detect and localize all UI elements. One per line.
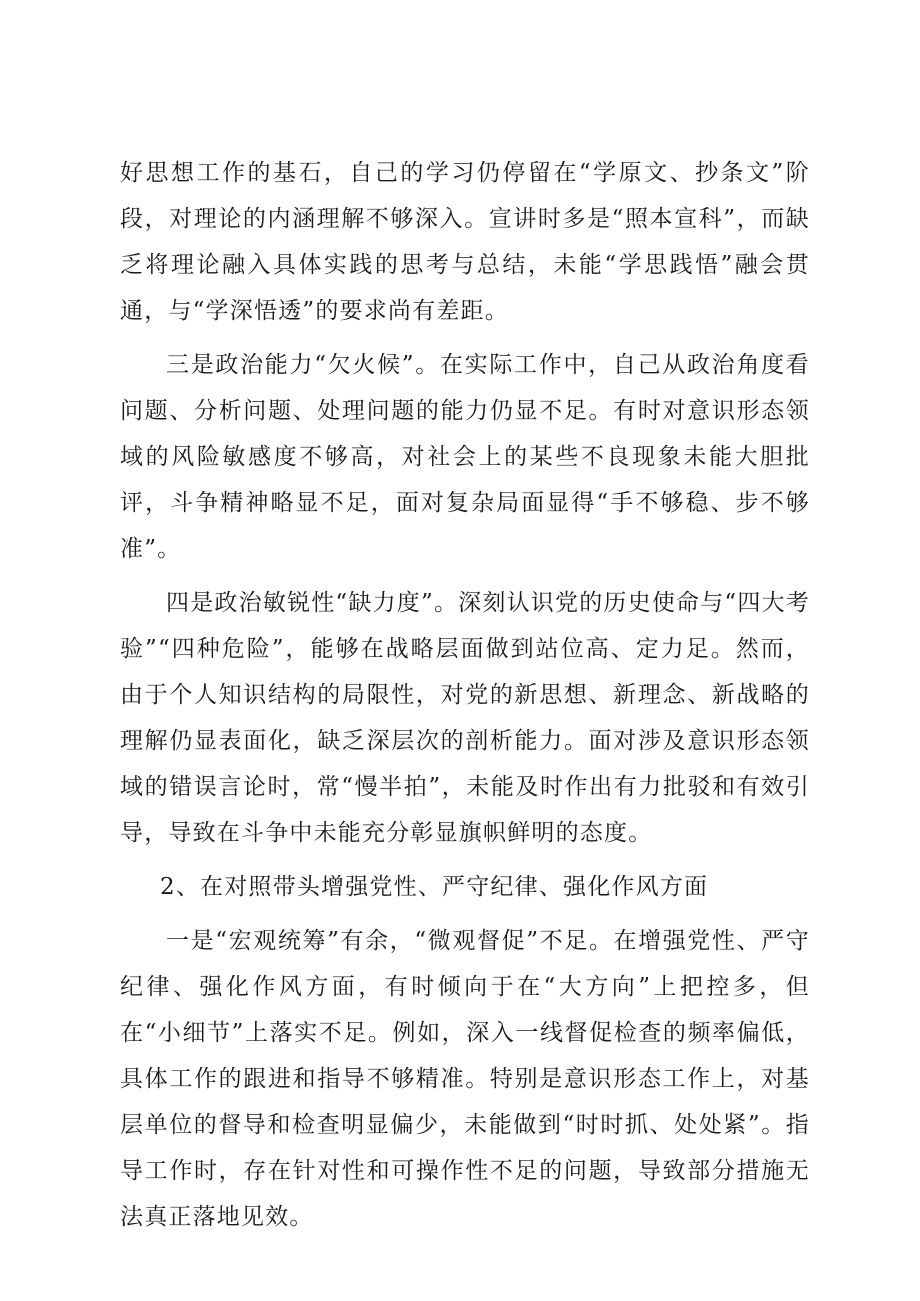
section-heading-2: 2、在对照带头增强党性、严守纪律、强化作风方面 xyxy=(160,874,709,900)
paragraph-continuation: 好思想工作的基石，自己的学习仍停留在“学原文、抄条文”阶段，对理论的内涵理解不够深入。宣讲时多是“照本宣科”，而缺乏将理论融入具体实践的思考与总结，未能“学思践悟”融会贯通，与“学深悟透”的要求尚有差距。 xyxy=(120,160,810,324)
paragraph-political-sensitivity: 四是政治敏锐性“缺力度”。深刻认识党的历史使命与“四大考验”“四种危险”，能够在战略层面做到站位高、定力足。然而，由于个人知识结构的局限性，对党的新思想、新理念、新战略的理解仍显表面化，缺乏深层次的剖析能力。面对涉及意识形态领域的错误言论时，常“慢半拍”，未能及时作出有力批驳和有效引导，导致在斗争中未能充分彰显旗帜鲜明的态度。 xyxy=(120,590,810,846)
paragraph-macro-micro: 一是“宏观统筹”有余，“微观督促”不足。在增强党性、严守纪律、强化作风方面，有时倾向于在“大方向”上把控多，但在“小细节”上落实不足。例如，深入一线督促检查的频率偏低，具体工作的跟进和指导不够精准。特别是意识形态工作上，对基层单位的督导和检查明显偏少，未能做到“时时抓、处处紧”。指导工作时，存在针对性和可操作性不足的问题，导致部分措施无法真正落地见效。 xyxy=(120,928,810,1230)
paragraph-political-ability: 三是政治能力“欠火候”。在实际工作中，自己从政治角度看问题、分析问题、处理问题的能力仍显不足。有时对意识形态领域的风险敏感度不够高，对社会上的某些不良现象未能大胆批评，斗争精神略显不足，面对复杂局面显得“手不够稳、步不够准”。 xyxy=(120,352,810,562)
document-body xyxy=(120,150,810,1248)
